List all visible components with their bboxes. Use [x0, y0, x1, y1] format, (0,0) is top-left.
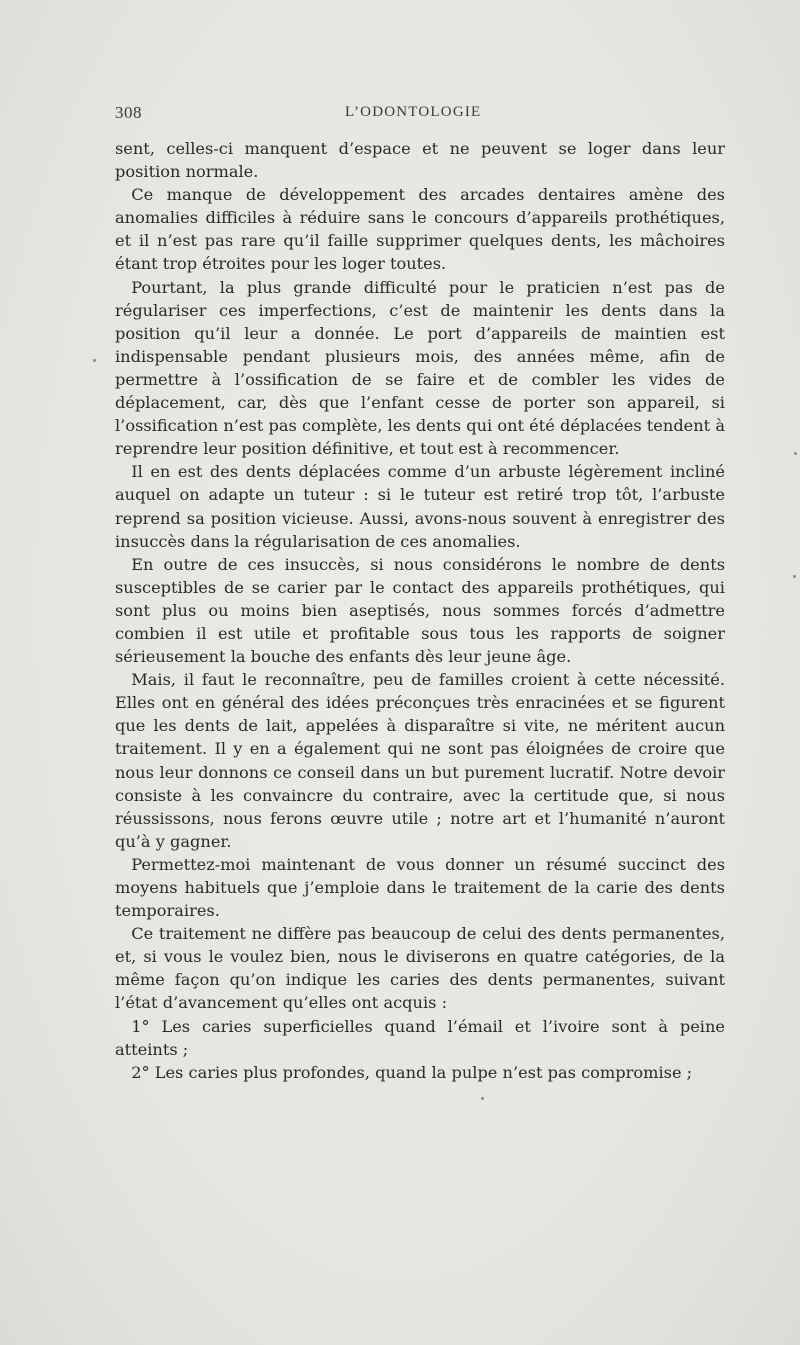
list-item-1: 1° Les caries superficielles quand l’émail et l’ivoire sont à peine atteints ;	[115, 1016, 725, 1059]
running-head	[115, 103, 725, 127]
paper-speck	[794, 452, 797, 455]
paper-speck	[93, 359, 96, 362]
paragraph-8: Ce traitement ne diffère pas beaucoup de celui des dents permanentes, et, si vous le voulez bien, nous le diviserons en quatre catégories, de la même façon qu’on indique les caries des dents permanentes, suivant l’état d’avancement qu’elles ont acquis :	[115, 924, 725, 1013]
running-title: L’ODONTOLOGIE	[345, 104, 482, 120]
page-number: 308	[115, 103, 142, 122]
paragraph-7: Permettez-moi maintenant de vous donner un résumé succinct des moyens habituels que j’emploie dans le traitement de la carie des dents temporaires.	[115, 854, 725, 921]
paragraph-3: Pourtant, la plus grande difficulté pour le praticien n’est pas de régulariser ces imperfections, c’est de maintenir les dents dans la position qu’il leur a donnée. Le port d’appareils de maintien est indispensable pendant plusieurs mois, des années même, afin de permettre à l’ossification de se faire et de combler les vides de déplacement, car, dès que l’enfant cesse de porter son appareil, si l’ossification n’est pas complète, les dents qui ont été déplacées tendent à reprendre leur position définitive, et tout est à recommencer.	[115, 277, 725, 459]
paragraph-6: Mais, il faut le reconnaître, peu de familles croient à cette nécessité. Elles ont en général des idées préconçues très enracinées et se figurent que les dents de lait, appelées à disparaître si vite, ne méritent aucun traitement. Il y en a également qui ne sont pas éloignées de croire que nous leur donnons ce conseil dans un but purement lucratif. Notre devoir consiste à les convaincre du contraire, avec la certitude que, si nous réussissons, nous ferons œuvre utile ; notre art et l’humanité n’auront qu’à y gagner.	[115, 670, 725, 851]
body-text	[115, 137, 725, 1084]
paper-speck	[481, 1097, 484, 1100]
paragraph-4: Il en est des dents déplacées comme d’un arbuste légèrement incliné auquel on adapte un tuteur : si le tuteur est retiré trop tôt, l’arbuste reprend sa position vicieuse. Aussi, avons-nous souvent à enregistrer des insuccès dans la régularisation de ces anomalies.	[115, 462, 725, 551]
paragraph-5: En outre de ces insuccès, si nous considérons le nombre de dents susceptibles de se carier par le contact des appareils prothétiques, qui sont plus ou moins bien aseptisés, nous sommes forcés d’admettre combien il est utile et profitable sous tous les rapports de soigner sérieusement la bouche des enfants dès leur jeune âge.	[115, 554, 725, 667]
paper-speck	[793, 575, 796, 578]
paragraph-2: Ce manque de développement des arcades dentaires amène des anomalies difficiles à réduire sans le concours d’appareils prothétiques, et il n’est pas rare qu’il faille supprimer quelques dents, les mâchoires étant trop étroites pour les loger toutes.	[115, 185, 725, 274]
paragraph-1: sent, celles-ci manquent d’espace et ne peuvent se loger dans leur position normale.	[115, 139, 725, 182]
list-item-2: 2° Les caries plus profondes, quand la pulpe n’est pas compromise ;	[131, 1062, 693, 1082]
